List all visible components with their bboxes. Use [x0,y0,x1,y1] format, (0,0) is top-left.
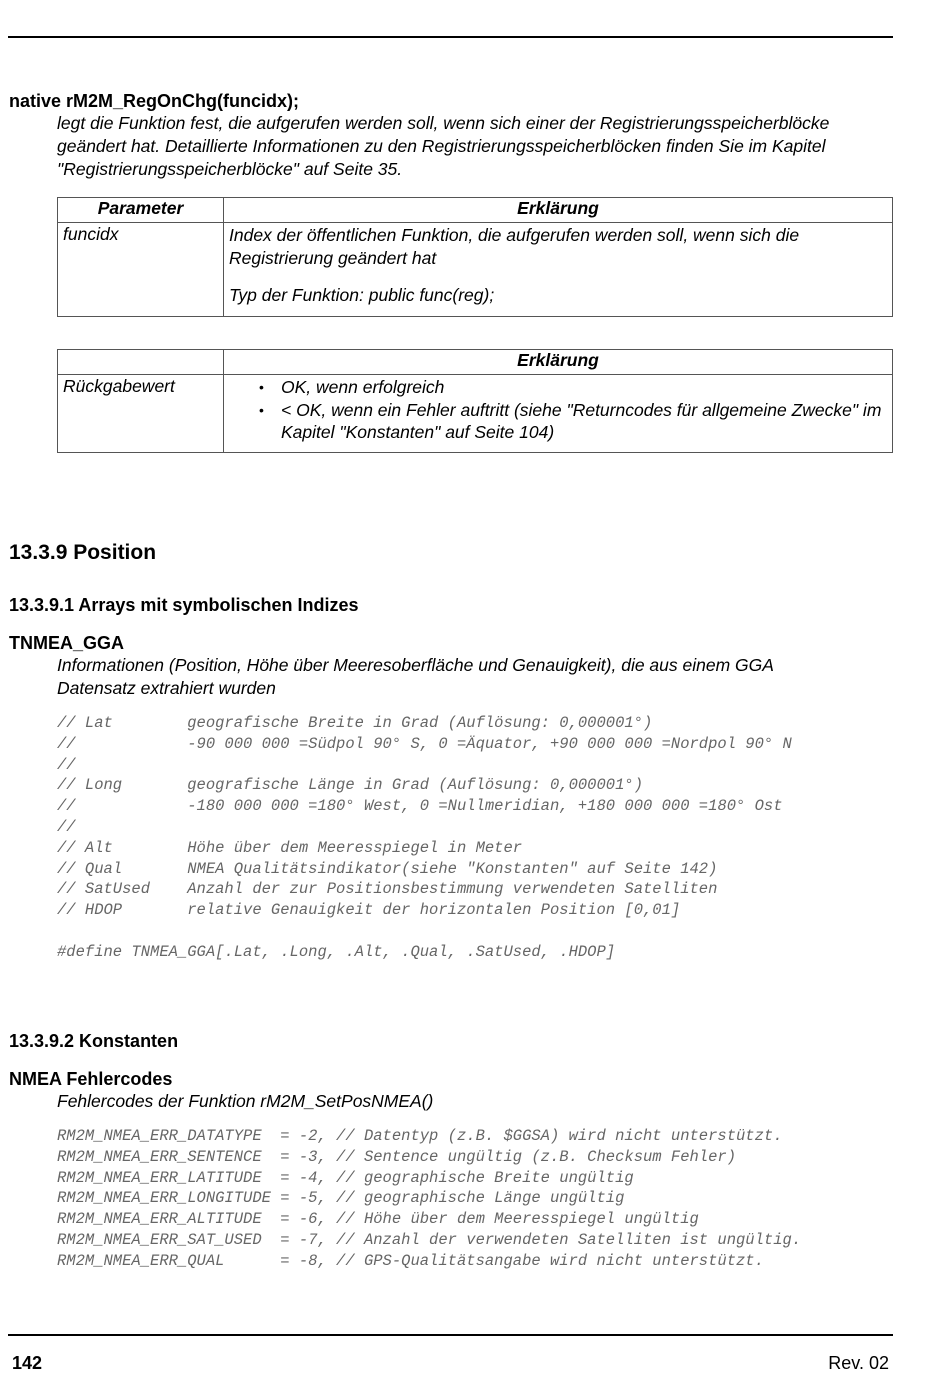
code-line: // -90 000 000 =Südpol 90° S, 0 =Äquator, +90 000 000 =Nordpol 90° N [57,734,792,753]
code-line: // Alt Höhe über dem Meeresspiegel in Meter [57,838,523,857]
explanation-line: Index der öffentlichen Funktion, die aufgerufen werden soll, wenn sich die [229,225,800,245]
parameter-name: funcidx [58,223,224,317]
code-line: RM2M_NMEA_ERR_ALTITUDE = -6, // Höhe über dem Meeresspiegel ungültig [57,1210,699,1229]
parameter-explanation [224,223,893,317]
code-line: #define TNMEA_GGA[.Lat, .Long, .Alt, .Qual, .SatUsed, .HDOP] [57,942,616,961]
parameter-table [57,197,893,317]
code-line: RM2M_NMEA_ERR_QUAL = -8, // GPS-Qualitätsangabe wird nicht unterstützt. [57,1251,764,1270]
constants-description: Fehlercodes der Funktion rM2M_SetPosNMEA() [57,1091,434,1111]
subsection-title-arrays: 13.3.9.1 Arrays mit symbolischen Indizes [9,595,359,615]
description-line: legt die Funktion fest, die aufgerufen werden soll, wenn sich einer der Registrierungsspeicherblöcke [57,113,830,133]
array-description [57,654,774,700]
subsection-title-constants: 13.3.9.2 Konstanten [9,1031,179,1051]
explanation-line: Registrierung geändert hat [229,248,437,268]
array-name: TNMEA_GGA [9,633,125,653]
section-title: 13.3.9 Position [9,541,157,564]
constants-group-name: NMEA Fehlercodes [9,1069,173,1089]
code-line: // Qual NMEA Qualitätsindikator(siehe "Konstanten" auf Seite 142) [57,859,718,878]
code-line: RM2M_NMEA_ERR_LONGITUDE = -5, // geographische Länge ungültig [57,1189,625,1208]
footer-rule [8,1334,893,1336]
explanation-header: Erklärung [224,198,893,223]
description-line: Informationen (Position, Höhe über Meeresoberfläche und Genauigkeit), die aus einem GGA [57,655,774,675]
parameter-header: Parameter [58,198,224,223]
code-line: RM2M_NMEA_ERR_DATATYPE = -2, // Datentyp (z.B. $GGSA) wird nicht unterstützt. [57,1127,783,1145]
return-bullet: • OK, wenn erfolgreich [281,376,887,399]
code-line: // [57,755,76,774]
return-header-empty [58,350,224,375]
description-line: Datensatz extrahiert wurden [57,678,276,698]
code-line: RM2M_NMEA_ERR_SENTENCE = -3, // Sentence ungültig (z.B. Checksum Fehler) [57,1147,737,1166]
code-line [57,921,792,942]
function-type-line: Typ der Funktion: public func(reg); [229,285,495,305]
header-rule [8,36,893,38]
code-line: // SatUsed Anzahl der zur Positionsbestimmung verwendeten Satelliten [57,880,718,899]
return-explanation-header: Erklärung [224,350,893,375]
function-description [57,112,829,181]
constants-code-block [57,1126,801,1272]
code-line: // Long geografische Länge in Grad (Auflösung: 0,000001°) [57,776,643,795]
return-bullet: • < OK, wenn ein Fehler auftritt (siehe "Returncodes für allgemeine Zwecke" im Kapitel "Konstanten" auf Seite 104) [281,399,887,444]
return-bullet-list [229,376,887,444]
code-line: RM2M_NMEA_ERR_LATITUDE = -4, // geographische Breite ungültig [57,1168,634,1187]
page-number: 142 [12,1353,43,1373]
code-line: RM2M_NMEA_ERR_SAT_USED = -7, // Anzahl der verwendeten Satelliten ist ungültig. [57,1230,802,1249]
revision-label: Rev. 02 [828,1353,889,1373]
description-line: geändert hat. Detaillierte Informationen zu den Registrierungsspeicherblöcken finden Sie im Kapitel [57,136,826,156]
return-table [57,349,893,453]
code-line: // Lat geografische Breite in Grad (Auflösung: 0,000001°) [57,714,653,732]
return-label: Rückgabewert [58,375,224,453]
code-line: // HDOP relative Genauigkeit der horizontalen Position [0,01] [57,901,681,920]
code-line: // -180 000 000 =180° West, 0 =Nullmeridian, +180 000 000 =180° Ost [57,797,783,816]
description-line: "Registrierungsspeicherblöcke" auf Seite 35. [57,159,403,179]
return-explanation [224,375,893,453]
function-signature: native rM2M_RegOnChg(funcidx); [9,91,300,111]
array-code-block [57,713,792,963]
code-line: // [57,817,76,836]
